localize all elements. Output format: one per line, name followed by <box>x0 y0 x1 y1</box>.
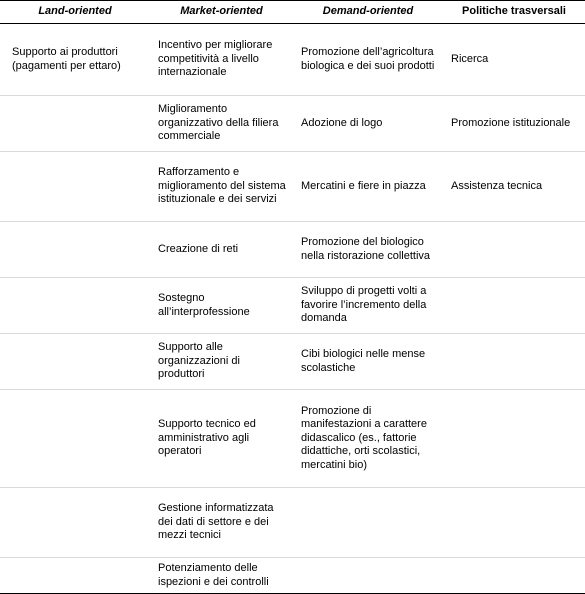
cell-demand: Promozione di manifestazioni a carattere didascalico (es., fattorie didattiche, orti scolastici, mercatini bio) <box>293 390 443 488</box>
header-market-oriented: Market-oriented <box>150 1 293 24</box>
table-body <box>0 24 585 594</box>
table-row <box>0 278 585 334</box>
header-politiche-trasversali: Politiche trasversali <box>443 1 585 24</box>
header-demand-oriented: Demand-oriented <box>293 1 443 24</box>
cell-land <box>0 334 150 390</box>
table-row <box>0 222 585 278</box>
cell-trasversali <box>443 334 585 390</box>
cell-demand <box>293 488 443 558</box>
cell-land <box>0 278 150 334</box>
cell-market: Creazione di reti <box>150 222 293 278</box>
cell-land <box>0 488 150 558</box>
cell-trasversali <box>443 488 585 558</box>
cell-trasversali: Ricerca <box>443 24 585 96</box>
table-row <box>0 488 585 558</box>
cell-demand: Cibi biologici nelle mense scolastiche <box>293 334 443 390</box>
cell-trasversali: Assistenza tecnica <box>443 152 585 222</box>
cell-market: Sostegno all’interprofessione <box>150 278 293 334</box>
cell-market: Incentivo per migliorare competitività a livello internazionale <box>150 24 293 96</box>
cell-trasversali <box>443 278 585 334</box>
cell-demand: Promozione del biologico nella ristorazione collettiva <box>293 222 443 278</box>
cell-market: Supporto tecnico ed amministrativo agli operatori <box>150 390 293 488</box>
table-row <box>0 152 585 222</box>
table-row <box>0 24 585 96</box>
cell-demand <box>293 558 443 594</box>
cell-trasversali <box>443 558 585 594</box>
cell-land <box>0 222 150 278</box>
table-row <box>0 96 585 152</box>
table-row <box>0 558 585 594</box>
table-row <box>0 334 585 390</box>
header-land-oriented: Land-oriented <box>0 1 150 24</box>
cell-trasversali <box>443 222 585 278</box>
cell-land <box>0 96 150 152</box>
cell-demand: Adozione di logo <box>293 96 443 152</box>
cell-trasversali: Promozione istituzionale <box>443 96 585 152</box>
cell-land <box>0 558 150 594</box>
cell-demand: Promozione dell’agricoltura biologica e dei suoi prodotti <box>293 24 443 96</box>
table-header <box>0 1 585 24</box>
cell-market: Supporto alle organizzazioni di produttori <box>150 334 293 390</box>
cell-demand: Sviluppo di progetti volti a favorire l’incremento della domanda <box>293 278 443 334</box>
cell-trasversali <box>443 390 585 488</box>
cell-land: Supporto ai produttori (pagamenti per ettaro) <box>0 24 150 96</box>
cell-demand: Mercatini e fiere in piazza <box>293 152 443 222</box>
cell-market: Potenziamento delle ispezioni e dei controlli <box>150 558 293 594</box>
cell-land <box>0 152 150 222</box>
cell-market: Miglioramento organizzativo della filiera commerciale <box>150 96 293 152</box>
table-row <box>0 390 585 488</box>
cell-market: Rafforzamento e miglioramento del sistema istituzionale e dei servizi <box>150 152 293 222</box>
header-row <box>0 1 585 24</box>
cell-market: Gestione informatizzata dei dati di settore e dei mezzi tecnici <box>150 488 293 558</box>
cell-land <box>0 390 150 488</box>
